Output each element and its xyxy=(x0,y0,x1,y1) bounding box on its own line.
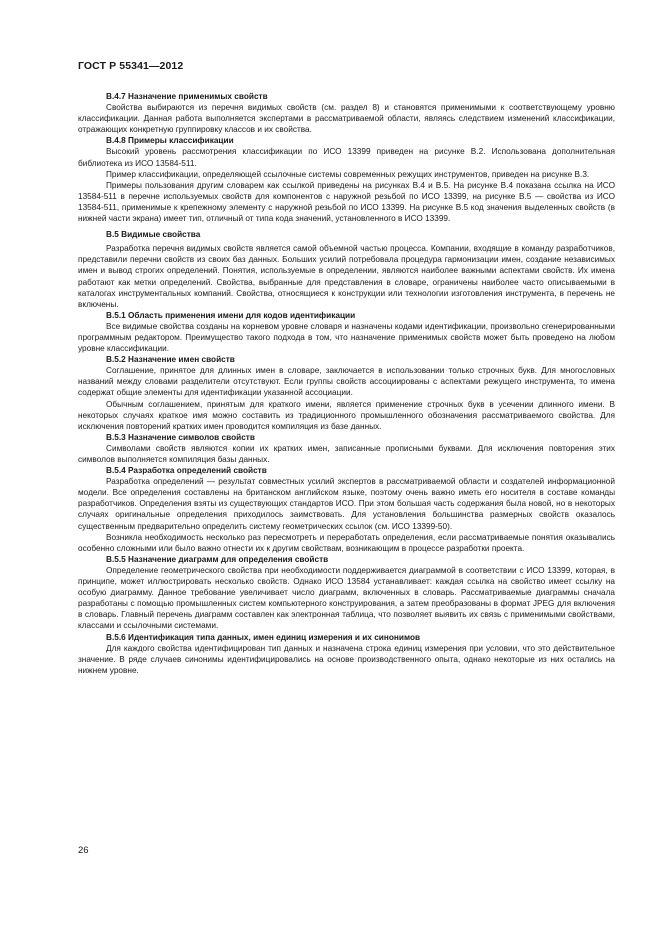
section-heading: В.5.5 Назначение диаграмм для определения свойств xyxy=(106,554,329,564)
paragraph: Высокий уровень рассмотрения классификации по ИСО 13399 приведен на рисунке В.2. Использована дополнительная библиотека из ИСО 13584-511. xyxy=(78,147,615,168)
section-heading: В.4.7 Назначение применимых свойств xyxy=(106,92,268,101)
paragraph: Все видимые свойства созданы на корневом уровне словаря и назначены кодами идентификации, произвольно сгенерированными программным редактором. Преимущество такого подхода в том, что назначение применимых свойств может быть проведено на любом уровне классификации. xyxy=(78,321,615,354)
paragraph: Пример классификации, определяющей ссылочные системы современных режущих инструментов, приведен на рисунке В.3. xyxy=(106,169,590,179)
section-heading: В.5.1 Область применения имени для кодов идентификации xyxy=(106,310,356,320)
page-header: ГОСТ Р 55341—2012 xyxy=(78,60,184,72)
page-content xyxy=(78,91,615,676)
paragraph: Для каждого свойства идентифицирован тип данных и назначена строка единиц измерения при условии, что это действительное значение. В ряде случаев синонимы идентифицировались на основе производственного опыта, однако некоторые из них остались на нижнем уровне. xyxy=(78,643,615,675)
section-heading: В.4.8 Примеры классификации xyxy=(106,136,234,146)
section-heading: В.5 Видимые свойства xyxy=(106,230,201,240)
section-heading: В.5.6 Идентификация типа данных, имен единиц измерения и их синонимов xyxy=(106,632,421,642)
paragraph: Символами свойств являются копии их кратких имен, записанные прописными буквами. Для исключения повторения этих символов выполняется компиляция базы данных. xyxy=(78,443,615,464)
section-heading: В.5.2 Назначение имен свойств xyxy=(106,355,235,365)
section-heading: В.5.4 Разработка определений свойств xyxy=(106,466,267,476)
paragraph: Возникла необходимость несколько раз пересмотреть и переработать определения, если рассматриваемые понятия оказывались особенно сложными или было важно отнести их к другим свойствам, возникающим в процессе разработки проекта. xyxy=(78,532,615,553)
paragraph: Примеры пользования другим словарем как ссылкой приведены на рисунках В.4 и В.5. На рисунке В.4 показана ссылка на ИСО 13584-511 в перечне используемых свойств для компонентов с наружной резьбой по ИСО 13399, на рисунке В.5 — свойства из ИСО 13584-511, применимые к крепежному элементу с наружной резьбой по ИСО 13399. На рисунке В.5 код значения выделенных свойств (в нижней части экрана) имеет тип, отличный от типа кода значений, установленного в ИСО 13399. xyxy=(78,180,615,224)
paragraph: Соглашение, принятое для длинных имен в словаре, заключается в использовании только строчных букв. Для многословных названий между словами разделители отсутствуют. Если группы свойств ассоциированы с аспектами режущего инструмента, то имена содержат общие элементы для идентификации указанной ассоциации. xyxy=(78,366,615,398)
paragraph: Свойства выбираются из перечня видимых свойств (см. раздел 8) и становятся применимыми к соответствующему уровню классификации. Данная работа выполняется экспертами в рассматриваемой области, являясь следствием изменений классификации, отражающих конкретную группировку классов и их свойства. xyxy=(78,103,615,135)
paragraph: Обычным соглашением, принятым для краткого имени, является применение строчных букв в усечении длинного имени. В некоторых случаях краткое имя можно составить из традиционного промышленного обозначения рассматриваемого свойства. Для исключения повторений кратких имен проводится компиляция из базе данных. xyxy=(78,399,615,431)
paragraph: Разработка определений — результат совместных усилий экспертов в рассматриваемой области и создателей информационной модели. Все определения составлены на британском английском языке, поэтому очень важно иметь его носителя в составе команды разработчиков. Определения взяты из существующих стандартов ИСО. При этом большая часть содержания была новой, но в некоторых случаях оригинальные определения приходилось заимствовать. Для установления большинства размерных свойств оказалось существенным предварительно определить систему геометрических ссылок (см. ИСО 13399-50). xyxy=(78,477,615,531)
paragraph: Определение геометрического свойства при необходимости поддерживается диаграммой в соответствии с ИСО 13399, которая, в принципе, может иллюстрировать несколько свойств. Однако ИСО 13584 устанавливает: каждая ссылка на свойство имеет ссылку на особую диаграмму. Данное требование увеличивает число диаграмм, включенных в словарь. Рассматриваемые диаграммы сначала разработаны с помощью промышленных систем компьютерного конструирования, а затем преобразованы в формат JPEG для включения в словарь. Главный перечень диаграмм составлен как электронная таблица, что позволяет выявить их связь с применимыми свойствами, классами и ссылочными системами. xyxy=(78,565,615,631)
section-heading: В.5.3 Назначение символов свойств xyxy=(106,432,255,442)
paragraph: Разработка перечня видимых свойств является самой объемной частью процесса. Компании, входящие в команду разработчиков, представили перечни свойств из своих баз данных. Больших усилий потребовала процедура гармонизации имен, создание независимых имен и вывод строгих определений. Понятия, используемые в определении, являются наиболее важными аспектами свойств. Их имена работают как метки определений. Свойства, выбранные для представления в словаре, ограничены наиболее часто описываемыми в каталогах инструментальных компаний. Свойства, относящиеся к конструкции или технологии изготовления инструмента, в перечень не включены. xyxy=(78,244,615,309)
page-number: 26 xyxy=(78,845,89,856)
